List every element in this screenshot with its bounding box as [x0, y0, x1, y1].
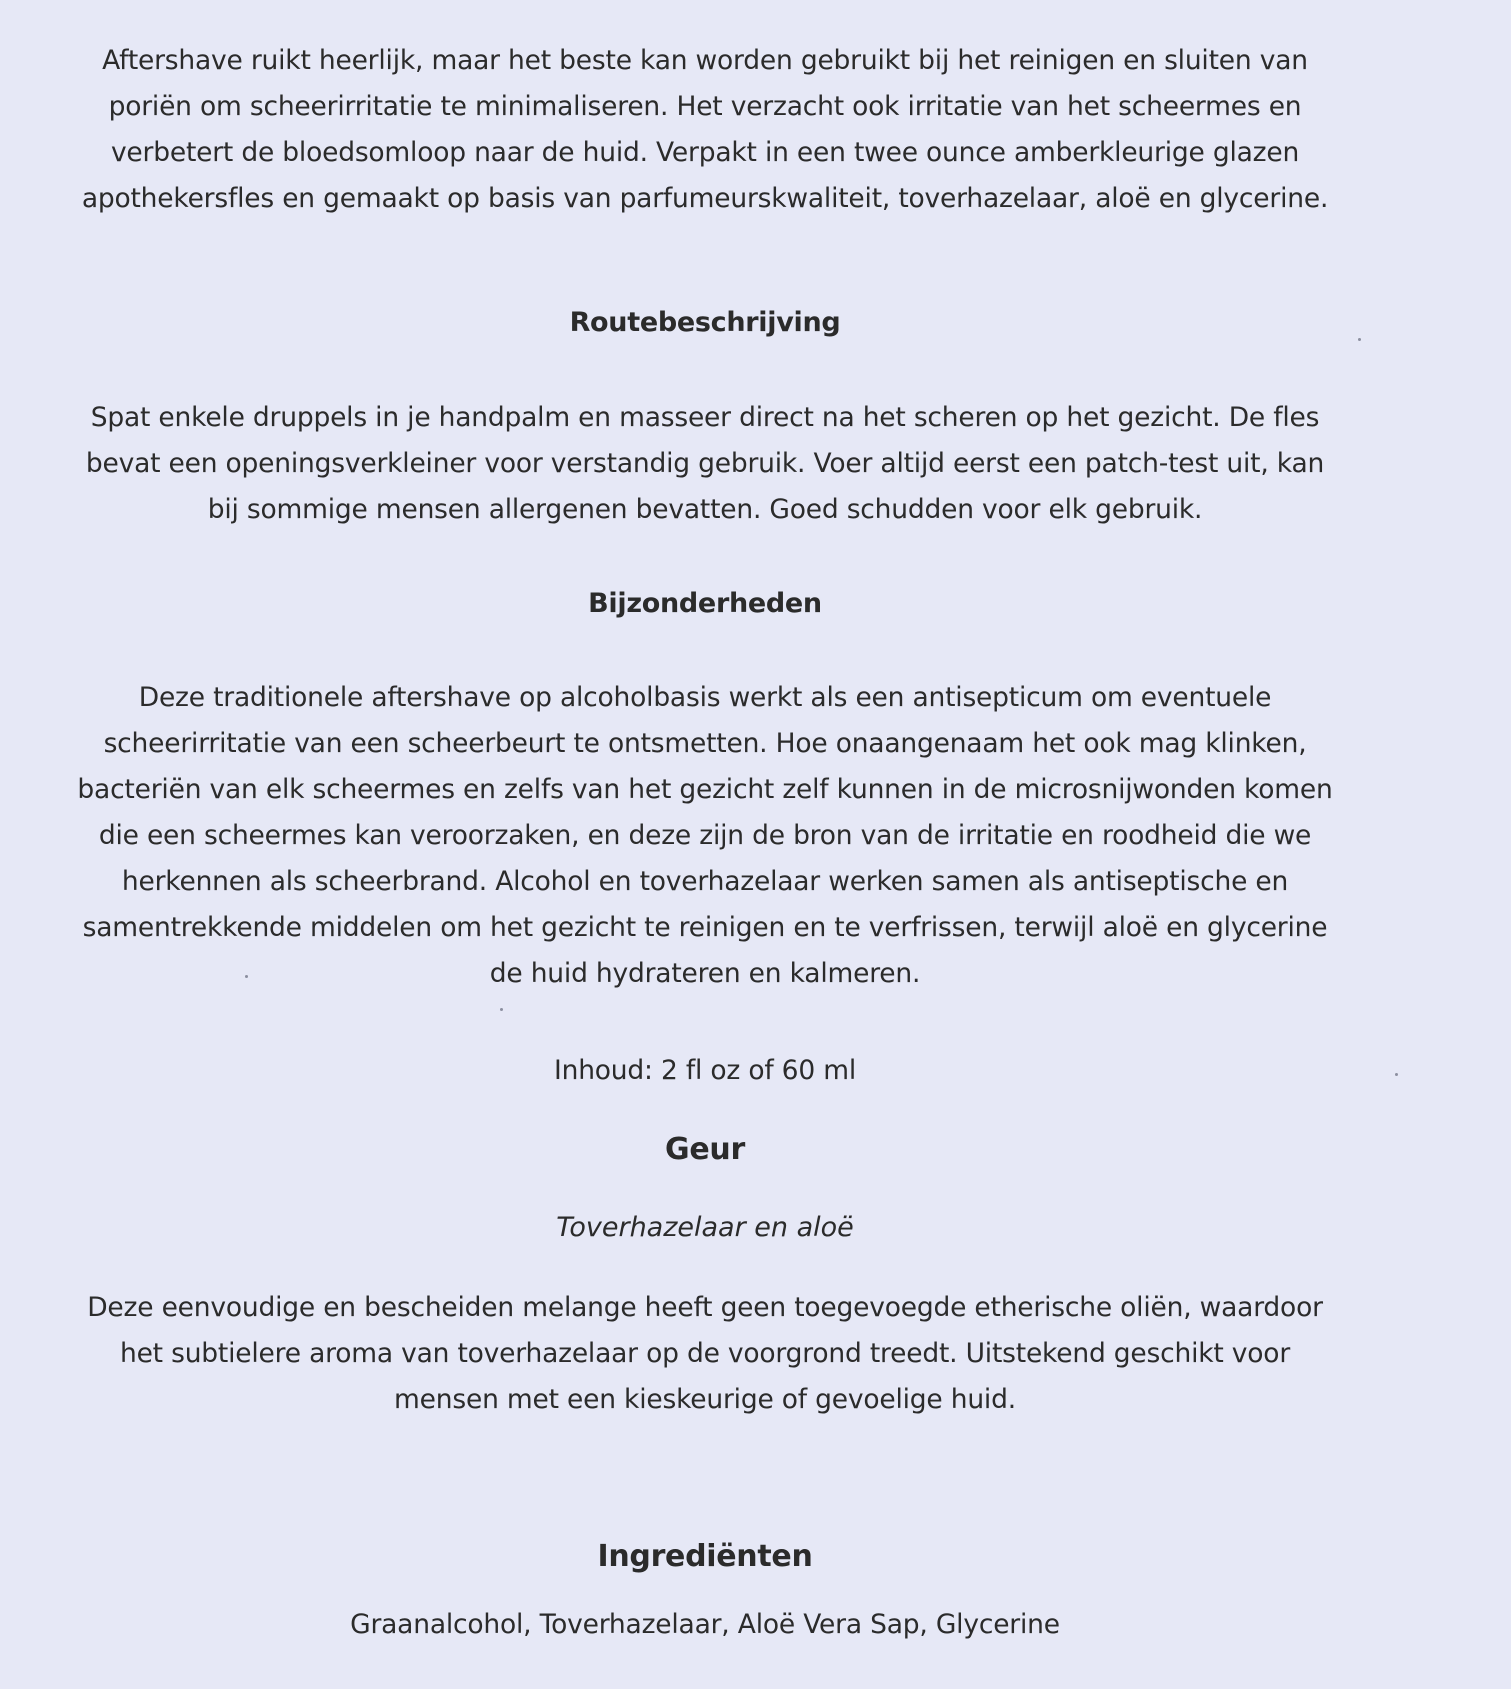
scan-speck: [1358, 338, 1361, 341]
details-heading: Bijzonderheden: [588, 588, 822, 619]
directions-paragraph: Spat enkele druppels in je handpalm en masseer direct na het scheren op het gezicht. De fles bevat een openingsverkleiner voor verstandig gebruik. Voer altijd eerst een patch-test uit, kan bij sommige mensen allergenen bevatten. Goed schudden voor elk gebruik.: [85, 402, 1325, 525]
scent-name: Toverhazelaar en aloë: [556, 1212, 854, 1243]
contents-line: Inhoud: 2 fl oz of 60 ml: [553, 1055, 857, 1086]
directions-heading: Routebeschrijving: [569, 307, 841, 338]
intro-paragraph: Aftershave ruikt heerlijk, maar het beste kan worden gebruikt bij het reinigen en sluiten van poriën om scheerirritatie te minimaliseren. Het verzacht ook irritatie van het scheermes en verbetert de bloedsomloop naar de huid. Verpakt in een twee ounce amberkleurige glazen apothekersfles en gemaakt op basis van parfumeurskwaliteit, toverhazelaar, aloë en glycerine.: [81, 45, 1329, 214]
ingredients-list: Graanalcohol, Toverhazelaar, Aloë Vera Sap, Glycerine: [350, 1609, 1060, 1640]
scan-speck: [1395, 1073, 1398, 1076]
scent-paragraph: Deze eenvoudige en bescheiden melange heeft geen toegevoegde etherische oliën, waardoor het subtielere aroma van toverhazelaar op de voorgrond treedt. Uitstekend geschikt voor mensen met een kieskeurige of gevoelige huid.: [87, 1292, 1323, 1415]
ingredients-heading: Ingrediënten: [597, 1539, 813, 1574]
scent-heading: Geur: [665, 1132, 745, 1167]
scan-speck: [500, 1008, 503, 1011]
scan-speck: [245, 975, 248, 978]
details-paragraph: Deze traditionele aftershave op alcoholbasis werkt als een antisepticum om eventuele scheerirritatie van een scheerbeurt te ontsmetten. Hoe onaangenaam het ook mag klinken, bacteriën van elk scheermes en zelfs van het gezicht zelf kunnen in de microsnijwonden komen die een scheermes kan veroorzaken, en deze zijn de bron van de irritatie en roodheid die we herkennen als scheerbrand. Alcohol en toverhazelaar werken samen als antiseptische en samentrekkende middelen om het gezicht te reinigen en te verfrissen, terwijl aloë en glycerine de huid hydrateren en kalmeren.: [77, 682, 1333, 989]
